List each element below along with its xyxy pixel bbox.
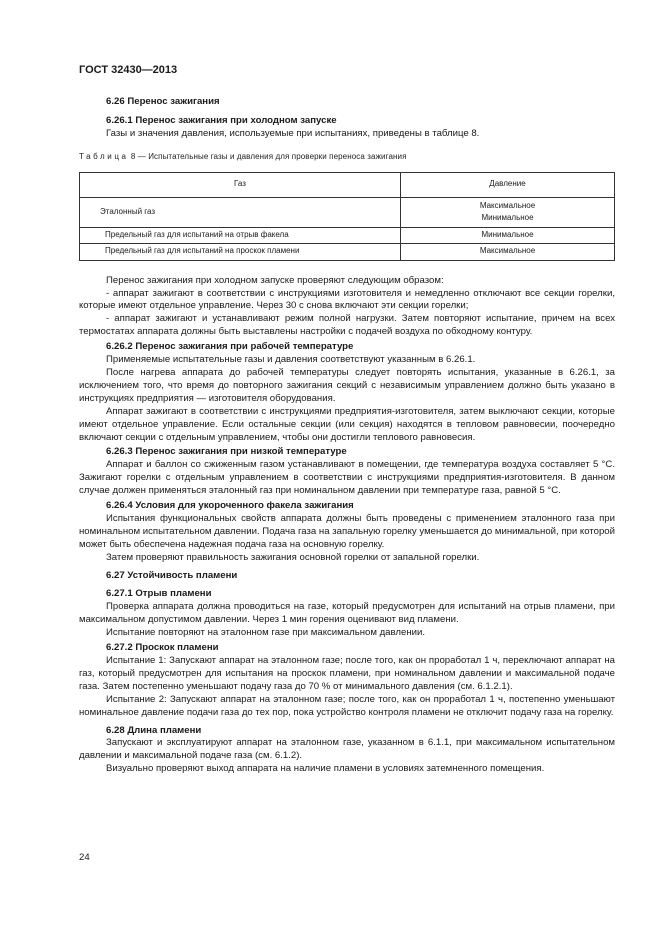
- list-item: - аппарат зажигают в соответствии с инструкциями изготовителя и немедленно отключают все секции горелки, которые имеют отдельное управление. Через 30 с снова включают эти секции горелки;: [79, 287, 615, 312]
- table-header-row: [80, 172, 615, 197]
- paragraph: Применяемые испытательные газы и давления соответствуют указанным в 6.26.1.: [106, 354, 476, 366]
- section-6-27-1-title: 6.27.1 Отрыв пламени: [106, 588, 212, 600]
- pressure-value: Максимальное: [479, 201, 536, 211]
- table-cell-pressure: Минимальное: [401, 227, 615, 244]
- table-caption-text: 8 — Испытательные газы и давления для проверки переноса зажигания: [128, 151, 407, 161]
- paragraph: Затем проверяют правильность зажигания основной горелки от запальной горелки.: [106, 551, 480, 563]
- section-6-26-1-title: 6.26.1 Перенос зажигания при холодном запуске: [106, 114, 337, 126]
- paragraph: Запускают и эксплуатируют аппарат на эталонном газе, указанном в 6.1.1, при максимальном испытательном давлении и максимальной подаче газа (см. 6.1.2).: [79, 737, 615, 762]
- section-6-26-4-title: 6.26.4 Условия для укороченного факела зажигания: [106, 500, 354, 512]
- table-row: [80, 244, 615, 261]
- table-cell-pressure: Максимальное: [401, 244, 615, 261]
- paragraph: Испытание повторяют на эталонном газе при максимальном давлении.: [106, 627, 426, 639]
- table-cell-gas: Эталонный газ: [80, 197, 401, 227]
- table-row: [80, 197, 615, 227]
- paragraph: Перенос зажигания при холодном запуске проверяют следующим образом:: [106, 274, 444, 286]
- section-6-26-3-title: 6.26.3 Перенос зажигания при низкой температуре: [106, 446, 347, 458]
- page-number: 24: [79, 852, 90, 863]
- pressure-value: Минимальное: [481, 213, 534, 223]
- table-row: [80, 227, 615, 244]
- paragraph: Проверка аппарата должна проводиться на газе, который предусмотрен для испытаний на отрыв пламени, при максимальном допустимом давлении. Через 1 мин горения оценивают вид пламени.: [79, 601, 615, 626]
- section-6-26-title: 6.26 Перенос зажигания: [106, 96, 220, 107]
- section-6-27-2-title: 6.27.2 Проскок пламени: [106, 642, 219, 654]
- paragraph: Испытание 1: Запускают аппарат на эталонном газе; после того, как он проработал 1 ч, переключают аппарат на газ, который предусмотрен для испытания на проскок пламени, при номинальном давлении и максимальной подаче газа. Затем постепенно уменьшают подачу газа до 70 % от минимального давления (см. 6.1.2.1).: [79, 655, 615, 692]
- section-6-28-title: 6.28 Длина пламени: [106, 724, 202, 736]
- section-6-26-2-title: 6.26.2 Перенос зажигания при рабочей температуре: [106, 341, 354, 353]
- paragraph: После нагрева аппарата до рабочей температуры следует повторять испытания, указанные в 6.26.1, за исключением того, что время до повторного зажигания секций с независимым управлением должно быть указано в инструкциях предприятия — изготовителя оборудования.: [79, 366, 615, 404]
- document-body: [79, 94, 615, 776]
- section-6-27-title: 6.27 Устойчивость пламени: [106, 569, 238, 581]
- standard-code: ГОСТ 32430—2013: [79, 64, 178, 76]
- table-cell-gas: Предельный газ для испытаний на отрыв факела: [80, 227, 401, 244]
- paragraph: Аппарат и баллон со сжиженным газом устанавливают в помещении, где температура воздуха составляет 5 °С. Зажигают горелки с отдельным управлением в соответствии с инструкциями предприятия-изготовителя. В данном случае должен применяться эталонный газ при номинальном давлении при температуре газа, равной 5 °С.: [79, 459, 615, 497]
- table-header-gas: Газ: [80, 172, 401, 197]
- table-header-pressure: Давление: [401, 172, 615, 197]
- paragraph: Испытания функциональных свойств аппарата должны быть проведены с применением эталонного газа при номинальном испытательном давлении. Подача газа на запальную горелку уменьшается до минимальной, при которой может быть обеспечена надежная подача газа на основную горелку.: [79, 512, 615, 550]
- paragraph: Аппарат зажигают в соответствии с инструкциями предприятия-изготовителя, затем выключают секции, которые имеют отдельное управление. Если остальные секции (или секция) находятся в тепловом равновесии, поочередно включают секции с отдельным управлением, чтобы они достигли теплового равновесия.: [79, 405, 615, 443]
- table-caption-word: Таблица: [79, 151, 129, 161]
- table-cell-pressure: [401, 197, 615, 227]
- list-item: - аппарат зажигают и устанавливают режим полной нагрузки. Затем повторяют испытание, причем на всех термостатах аппарата должны быть выставлены настройки с подачей воздуха по обходному контуру.: [79, 313, 615, 338]
- table-cell-gas: Предельный газ для испытаний на проскок пламени: [80, 244, 401, 261]
- table-caption: [79, 151, 615, 164]
- paragraph: Испытание 2: Запускают аппарат на эталонном газе; после того, как он проработал 1 ч, постепенно уменьшают номинальное давление подачи газа до тех пор, пока устройство контроля пламени не отключит подачу газа на горелку.: [79, 693, 615, 718]
- table-8: [79, 172, 615, 261]
- paragraph: Визуально проверяют выход аппарата на наличие пламени в условиях затемненного помещения.: [106, 763, 545, 775]
- paragraph: Газы и значения давления, используемые при испытаниях, приведены в таблице 8.: [106, 127, 480, 139]
